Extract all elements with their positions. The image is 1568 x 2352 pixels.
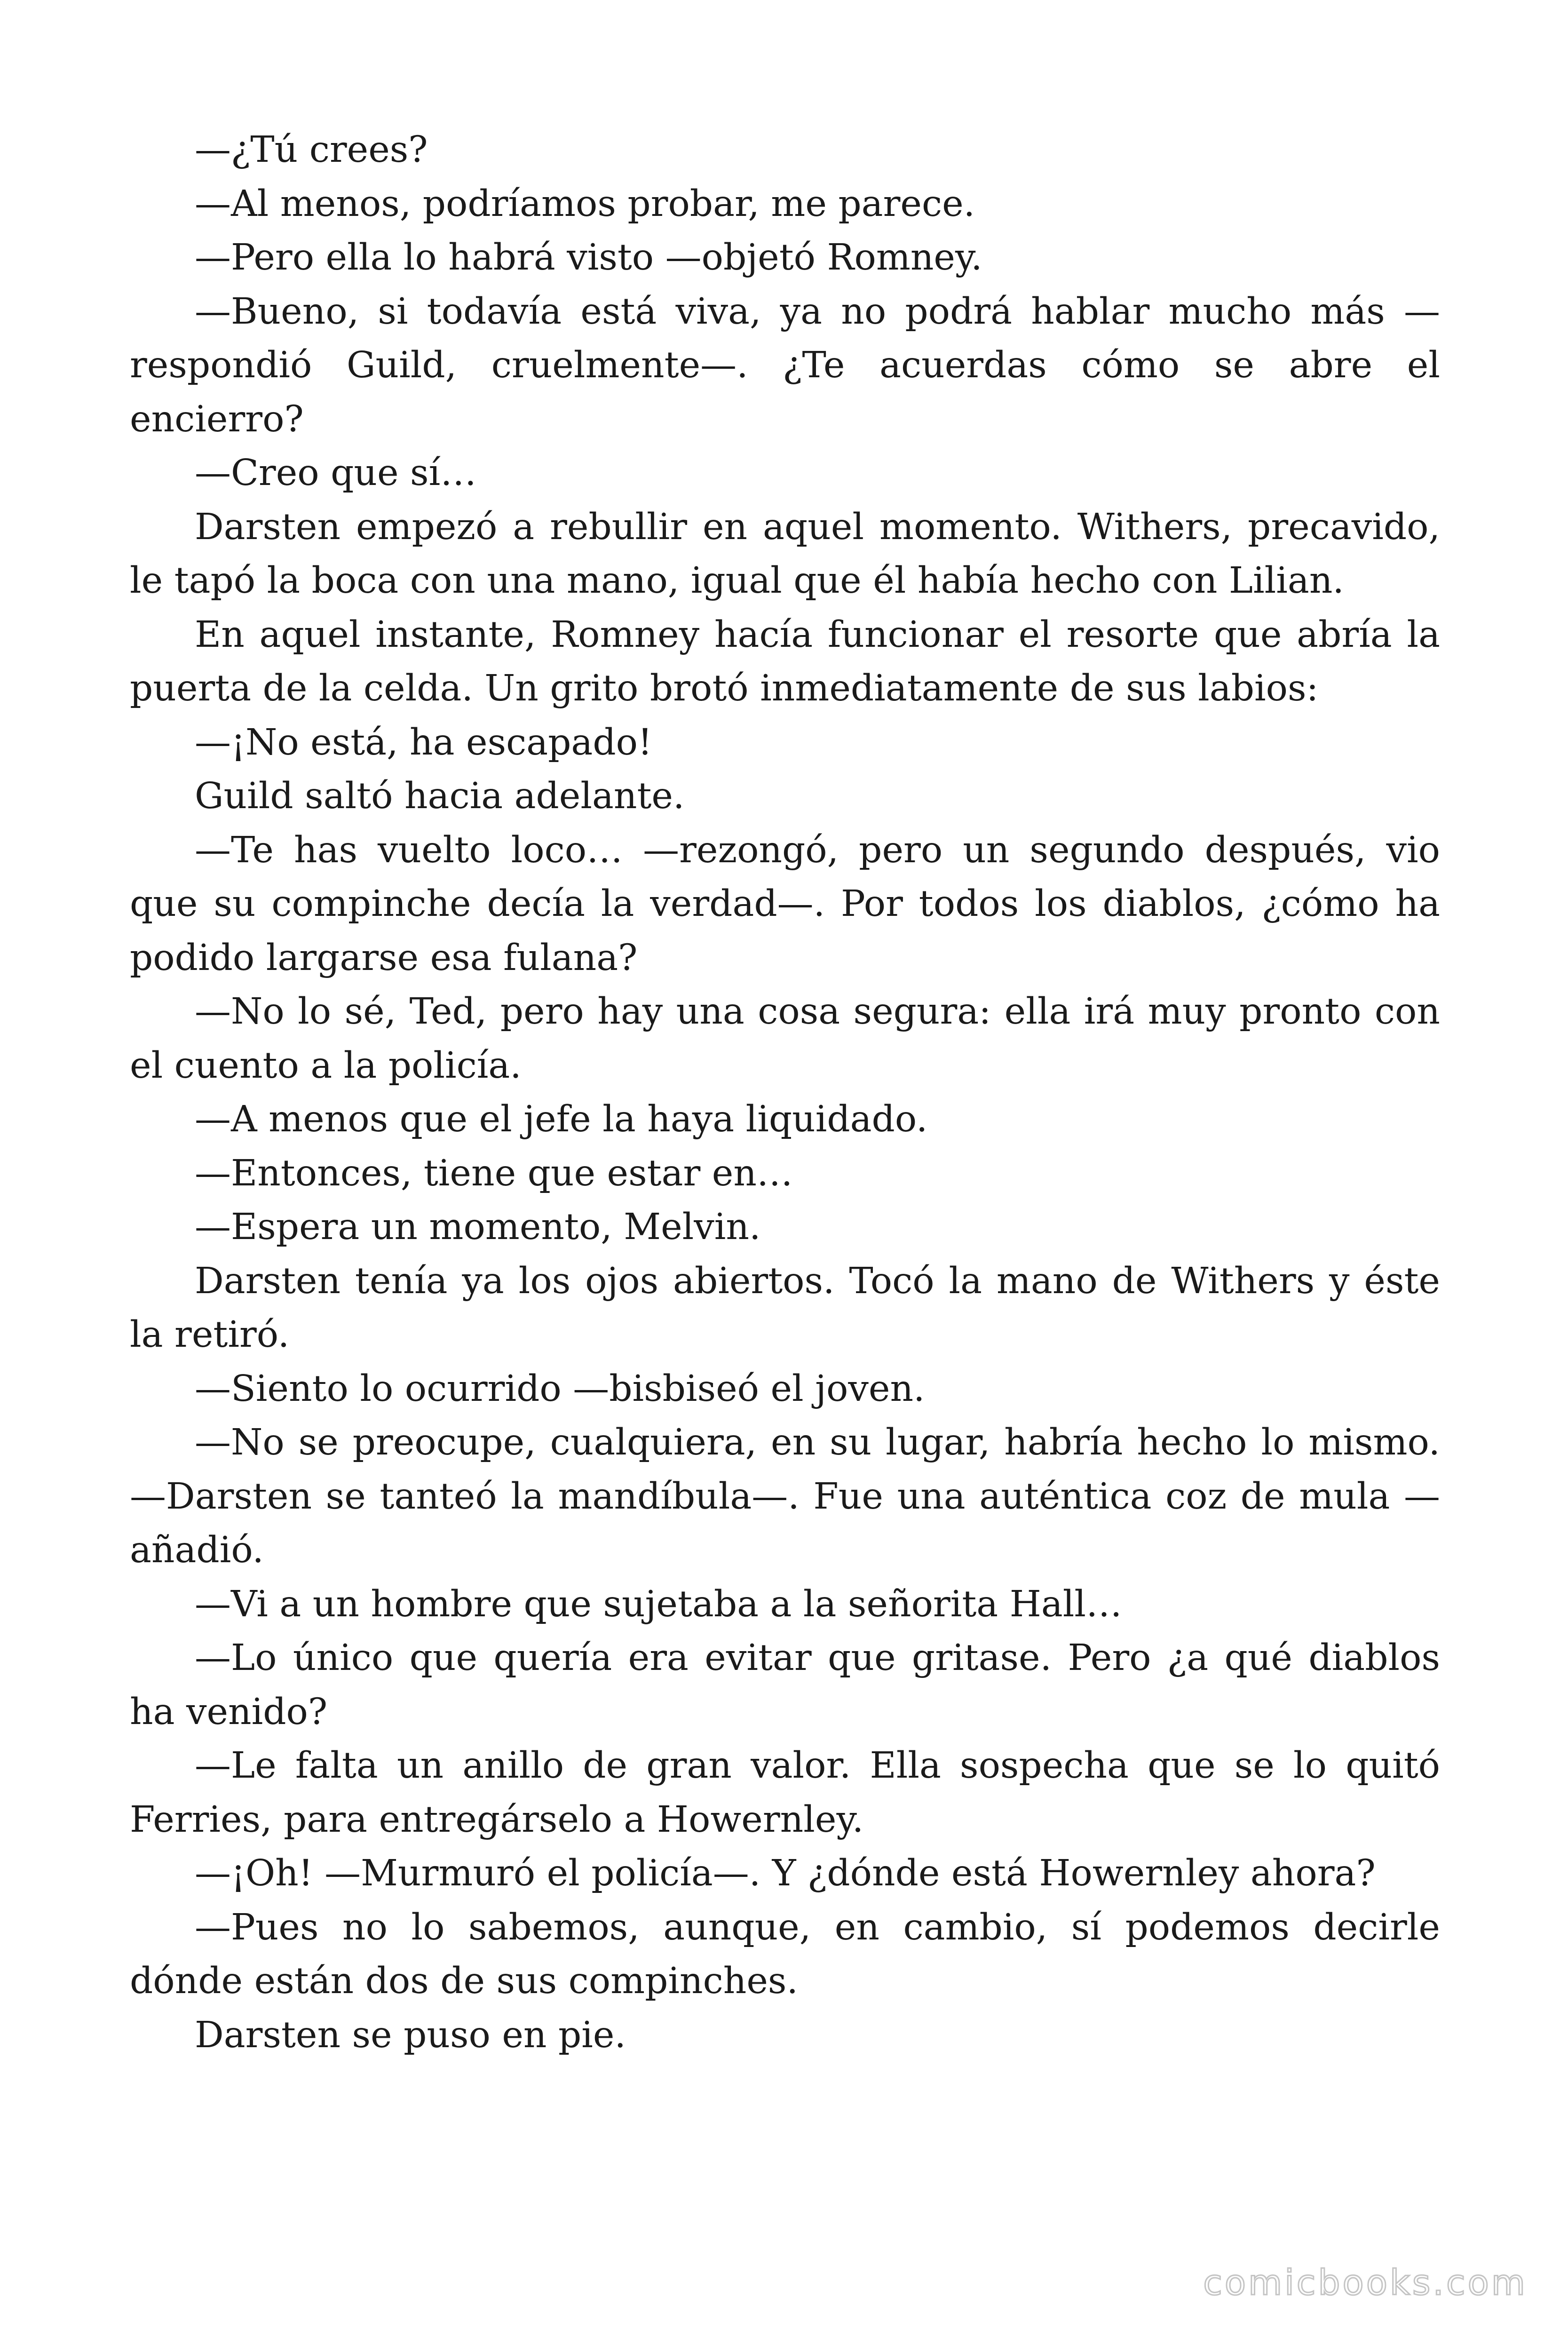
paragraph: —No se preocupe, cualquiera, en su lugar, habría hecho lo mismo. —Darsten se tanteó la mandíbula—. Fue una auténtica coz de mula —añadió. [130,1422,1440,1571]
paragraph: —¡Oh! —Murmuró el policía—. Y ¿dónde está Howernley ahora? [195,1852,1376,1894]
paragraph: Darsten se puso en pie. [195,2014,626,2056]
paragraph: Darsten tenía ya los ojos abiertos. Tocó la mano de Withers y éste la retiró. [130,1260,1440,1356]
paragraph: —Vi a un hombre que sujetaba a la señorita Hall… [195,1583,1122,1625]
watermark: comicbooks.com [1203,2263,1528,2303]
paragraph: —Entonces, tiene que estar en… [195,1152,793,1194]
paragraph: —Lo único que quería era evitar que gritase. Pero ¿a qué diablos ha venido? [130,1637,1440,1733]
paragraph: —Creo que sí… [195,452,477,494]
paragraph: —¿Tú crees? [195,129,428,171]
paragraph: —Le falta un anillo de gran valor. Ella sospecha que se lo quitó Ferries, para entregárselo a Howernley. [130,1745,1440,1841]
paragraph: —Bueno, si todavía está viva, ya no podrá hablar mucho más —respondió Guild, cruelmente—. ¿Te acuerdas cómo se abre el encierro? [130,290,1440,440]
paragraph: —Espera un momento, Melvin. [195,1206,761,1248]
paragraph: —Siento lo ocurrido —bisbiseó el joven. [195,1367,925,1410]
paragraph: —A menos que el jefe la haya liquidado. [195,1098,928,1140]
paragraph: En aquel instante, Romney hacía funcionar el resorte que abría la puerta de la celda. Un grito brotó inmediatamente de sus labios: [130,613,1440,709]
paragraph: —No lo sé, Ted, pero hay una cosa segura: ella irá muy pronto con el cuento a la policía. [130,991,1440,1087]
paragraph: —¡No está, ha escapado! [195,721,652,763]
paragraph: Guild saltó hacia adelante. [195,775,685,817]
paragraph: —Te has vuelto loco… —rezongó, pero un segundo después, vio que su compinche decía la verdad—. Por todos los diablos, ¿cómo ha podido largarse esa fulana? [130,829,1440,979]
paragraph: —Pero ella lo habrá visto —objetó Romney. [195,237,982,278]
paragraph: Darsten empezó a rebullir en aquel momento. Withers, precavido, le tapó la boca con una mano, igual que él había hecho con Lilian. [130,506,1440,602]
text-column [130,123,1440,2062]
paragraph: —Pues no lo sabemos, aunque, en cambio, sí podemos decirle dónde están dos de sus compinches. [130,1906,1440,2002]
paragraph: —Al menos, podríamos probar, me parece. [195,183,975,225]
